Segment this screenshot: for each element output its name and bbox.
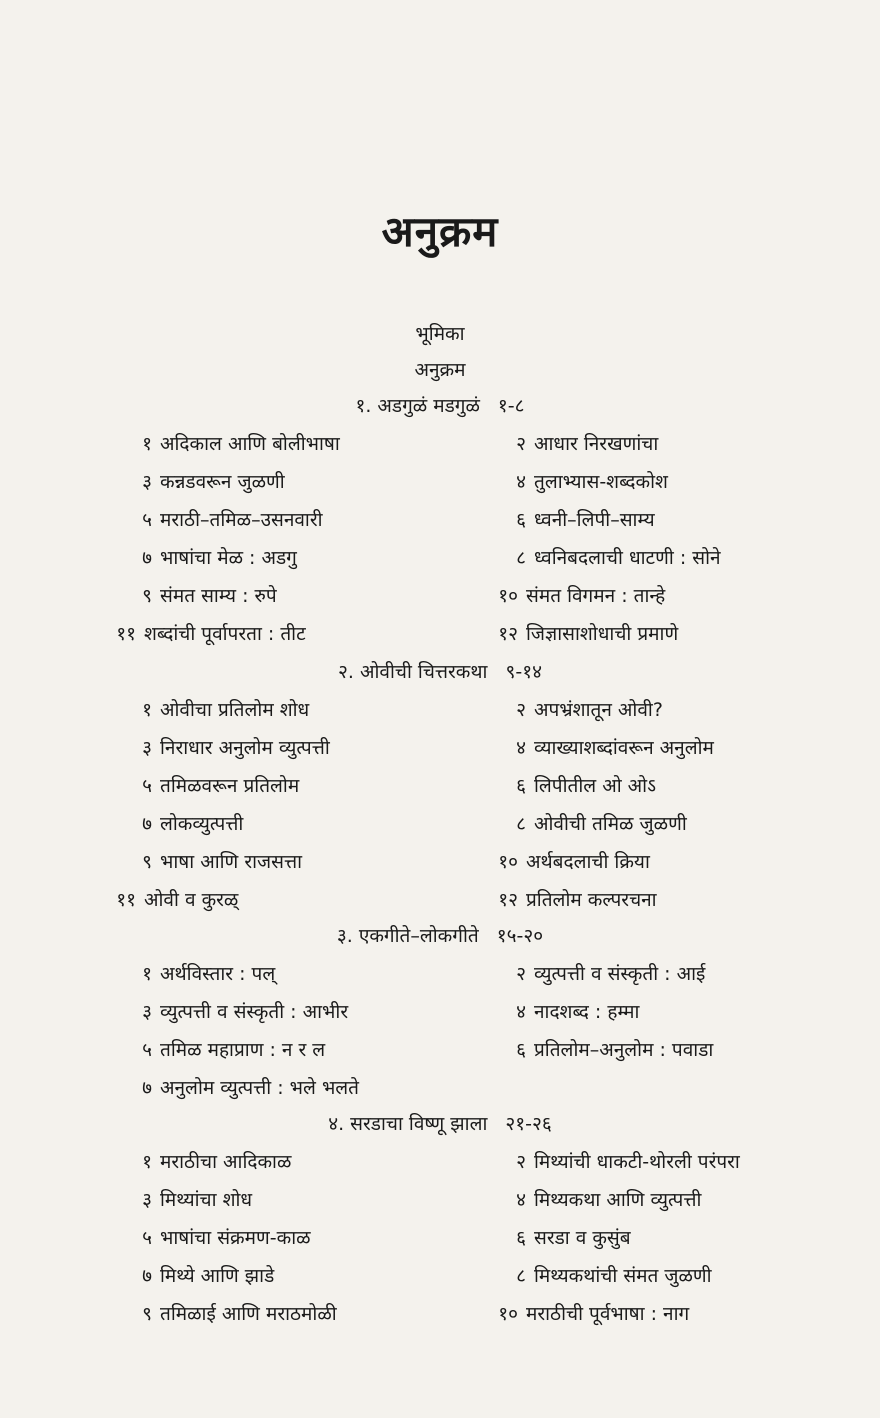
toc-entry: १० मराठीची पूर्वभाषा : नाग xyxy=(498,1303,690,1325)
section-title: ३. एकगीते–लोकगीते xyxy=(336,925,479,947)
toc-entry: ३ निराधार अनुलोम व्युत्पत्ती xyxy=(142,737,330,759)
toc-entry: १ अर्थविस्तार : पल् xyxy=(142,963,276,985)
toc-entry: १० संमत विगमन : तान्हे xyxy=(498,585,666,607)
toc-entry: ८ ओवीची तमिळ जुळणी xyxy=(516,813,687,835)
section-title: ४. सरडाचा विष्णू झाला xyxy=(328,1113,488,1135)
toc-entry: ८ ध्वनिबदलाची धाटणी : सोने xyxy=(516,547,721,569)
toc-entry: ४ व्याख्याशब्दांवरून अनुलोम xyxy=(516,737,714,759)
toc-entry: ९ भाषा आणि राजसत्ता xyxy=(142,851,303,873)
toc-entry: ६ सरडा व कुसुंब xyxy=(516,1227,631,1249)
section-heading-2 xyxy=(0,658,880,684)
toc-entry: ११ ओवी व कुरळ् xyxy=(116,889,239,911)
section-heading-3 xyxy=(0,922,880,948)
section-heading-1 xyxy=(0,392,880,418)
toc-entry: ७ लोकव्युत्पत्ती xyxy=(142,813,244,835)
toc-entry: १२ प्रतिलोम कल्परचना xyxy=(498,889,657,911)
toc-entry: ३ कन्नडवरून जुळणी xyxy=(142,471,285,493)
toc-entry: १० अर्थबदलाची क्रिया xyxy=(498,851,650,873)
toc-entry: ५ तमिळवरून प्रतिलोम xyxy=(142,775,300,797)
toc-entry: ८ मिथ्यकथांची संमत जुळणी xyxy=(516,1265,712,1287)
toc-entry: ५ मराठी–तमिळ–उसनवारी xyxy=(142,509,323,531)
toc-entry: १ ओवीचा प्रतिलोम शोध xyxy=(142,699,310,721)
toc-entry: ७ मिथ्ये आणि झाडे xyxy=(142,1265,275,1287)
toc-entry: ९ तमिळाई आणि मराठमोळी xyxy=(142,1303,337,1325)
section-heading-4 xyxy=(0,1110,880,1136)
section-pages: १-८ xyxy=(497,395,525,417)
toc-entry: ४ तुलाभ्यास-शब्दकोश xyxy=(516,471,668,493)
section-pages: १५-२० xyxy=(496,925,544,947)
section-pages: २१-२६ xyxy=(505,1113,552,1135)
toc-entry: २ आधार निरखणांचा xyxy=(516,433,659,455)
toc-entry: ६ प्रतिलोम–अनुलोम : पवाडा xyxy=(516,1039,714,1061)
toc-entry: २ मिथ्यांची धाकटी-थोरली परंपरा xyxy=(516,1151,740,1173)
toc-entry: ५ भाषांचा संक्रमण-काळ xyxy=(142,1227,311,1249)
section-title: १. अडगुळं मडगुळं xyxy=(355,395,480,417)
toc-entry: ७ भाषांचा मेळ : अडगु xyxy=(142,547,297,569)
toc-entry: ५ तमिळ महाप्राण : न र ल xyxy=(142,1039,326,1061)
toc-entry: ६ लिपीतील ओ ओऽ xyxy=(516,775,656,797)
toc-entry: १ मराठीचा आदिकाळ xyxy=(142,1151,292,1173)
front-matter-contents: अनुक्रम xyxy=(414,359,466,381)
toc-entry: ४ मिथ्यकथा आणि व्युत्पत्ती xyxy=(516,1189,702,1211)
toc-entry: ४ नादशब्द : हम्मा xyxy=(516,1001,640,1023)
toc-entry: १ अदिकाल आणि बोलीभाषा xyxy=(142,433,340,455)
toc-entry: ६ ध्वनी–लिपी–साम्य xyxy=(516,509,655,531)
section-pages: ९-१४ xyxy=(505,661,542,683)
toc-entry: २ अपभ्रंशातून ओवी? xyxy=(516,699,663,721)
toc-entry: ३ व्युत्पत्ती व संस्कृती : आभीर xyxy=(142,1001,349,1023)
toc-entry: ७ अनुलोम व्युत्पत्ती : भले भलते xyxy=(142,1077,360,1099)
page-title: अनुक्रम xyxy=(381,207,499,256)
toc-entry: ११ शब्दांची पूर्वापरता : तीट xyxy=(116,623,306,645)
toc-entry: १२ जिज्ञासाशोधाची प्रमाणे xyxy=(498,623,679,645)
toc-entry: ९ संमत साम्य : रुपे xyxy=(142,585,277,607)
section-title: २. ओवीची चित्तरकथा xyxy=(338,661,488,683)
toc-entry: ३ मिथ्यांचा शोध xyxy=(142,1189,253,1211)
front-matter-preface: भूमिका xyxy=(415,323,465,345)
toc-entry: २ व्युत्पत्ती व संस्कृती : आई xyxy=(516,963,706,985)
